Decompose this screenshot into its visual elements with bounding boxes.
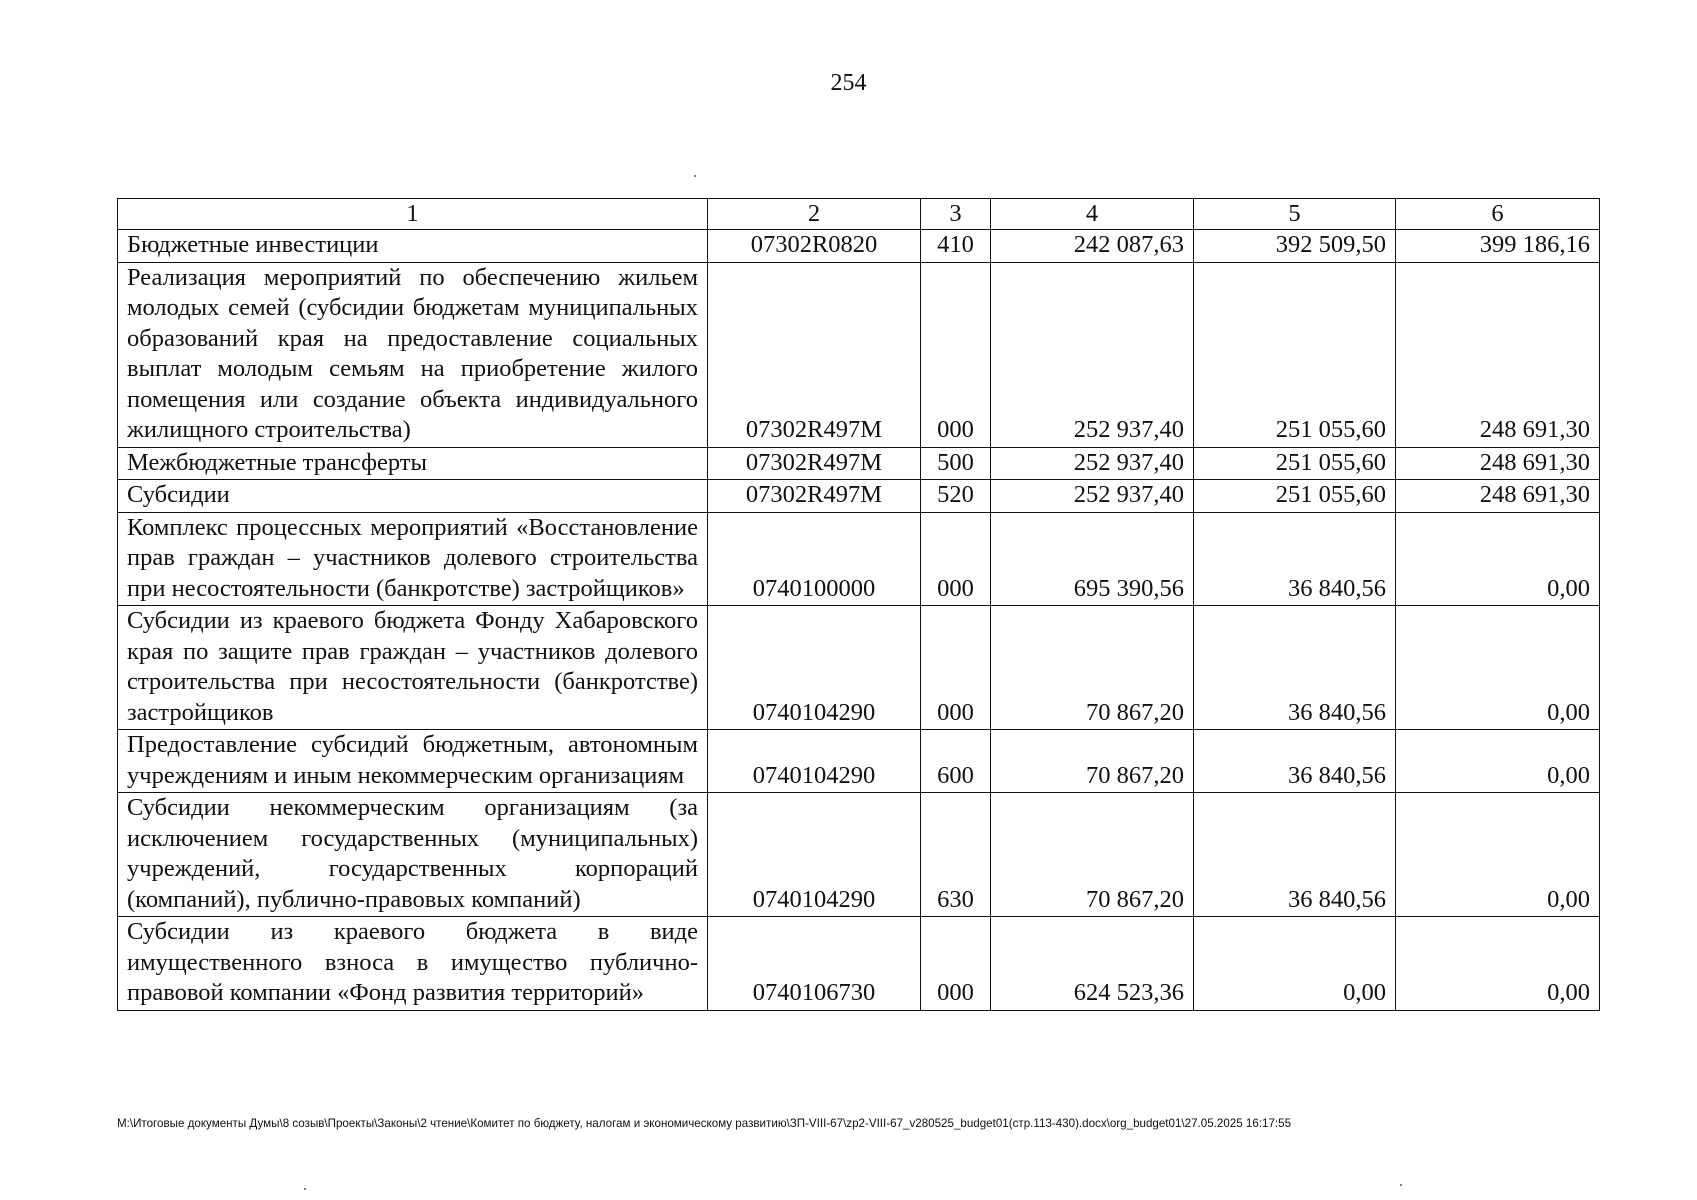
table-row xyxy=(118,512,1600,606)
row-code: 0740104290 xyxy=(708,793,921,917)
row-value-col6: 0,00 xyxy=(1396,606,1600,730)
row-value-col6: 0,00 xyxy=(1396,730,1600,793)
document-file-path: М:\Итоговые документы Думы\8 созыв\Проекты\Законы\2 чтение\Комитет по бюджету, налогам и экономическому развитию\ЗП-VIII-67\zp2-VIII-67_v280525_budget01(стр.113-430).docx\org_budget01\27.05.2025 16:17:55 xyxy=(117,1117,1292,1130)
table-row xyxy=(118,917,1600,1011)
row-value-col4: 70 867,20 xyxy=(991,793,1194,917)
row-name: Субсидии некоммерческим организациям (за исключением государственных (муниципальных) учреждений, государственных корпораций (компаний), публично-правовых компаний) xyxy=(118,793,708,917)
row-code: 0740104290 xyxy=(708,730,921,793)
row-value-col4: 695 390,56 xyxy=(991,512,1194,606)
row-value-col5: 251 055,60 xyxy=(1194,447,1396,480)
scan-speck xyxy=(1400,1184,1402,1186)
column-number: 6 xyxy=(1396,199,1600,230)
row-value-col4: 252 937,40 xyxy=(991,262,1194,447)
row-value-col6: 0,00 xyxy=(1396,512,1600,606)
row-value-col5: 251 055,60 xyxy=(1194,480,1396,513)
row-value-col4: 252 937,40 xyxy=(991,447,1194,480)
row-value-col4: 70 867,20 xyxy=(991,606,1194,730)
row-value-col6: 248 691,30 xyxy=(1396,447,1600,480)
row-value-col5: 36 840,56 xyxy=(1194,512,1396,606)
row-code: 0740104290 xyxy=(708,606,921,730)
column-number: 1 xyxy=(118,199,708,230)
column-number: 2 xyxy=(708,199,921,230)
row-name: Бюджетные инвестиции xyxy=(118,230,708,263)
row-value-col4: 242 087,63 xyxy=(991,230,1194,263)
row-expense-type: 600 xyxy=(921,730,991,793)
row-name: Реализация мероприятий по обеспечению жильем молодых семей (субсидии бюджетам муниципальных образований края на предоставление социальных выплат молодым семьям на приобретение жилого помещения или создание объекта индивидуального жилищного строительства) xyxy=(118,262,708,447)
row-name: Субсидии из краевого бюджета Фонду Хабаровского края по защите прав граждан – участников долевого строительства при несостоятельности (банкротстве) застройщиков xyxy=(118,606,708,730)
row-name: Субсидии из краевого бюджета в виде имущественного взноса в имущество публично-правовой компании «Фонд развития территорий» xyxy=(118,917,708,1011)
column-number: 4 xyxy=(991,199,1194,230)
row-value-col5: 392 509,50 xyxy=(1194,230,1396,263)
row-name: Комплекс процессных мероприятий «Восстановление прав граждан – участников долевого строительства при несостоятельности (банкротстве) застройщиков» xyxy=(118,512,708,606)
table-row xyxy=(118,262,1600,447)
row-expense-type: 500 xyxy=(921,447,991,480)
row-code: 0740100000 xyxy=(708,512,921,606)
row-expense-type: 410 xyxy=(921,230,991,263)
scan-speck xyxy=(694,175,696,177)
row-value-col5: 36 840,56 xyxy=(1194,606,1396,730)
row-expense-type: 000 xyxy=(921,512,991,606)
budget-table xyxy=(117,198,1600,1011)
row-name: Субсидии xyxy=(118,480,708,513)
row-value-col6: 248 691,30 xyxy=(1396,480,1600,513)
row-value-col4: 252 937,40 xyxy=(991,480,1194,513)
scan-speck xyxy=(304,1188,306,1190)
row-value-col5: 36 840,56 xyxy=(1194,730,1396,793)
row-expense-type: 000 xyxy=(921,606,991,730)
row-code: 0740106730 xyxy=(708,917,921,1011)
table-row xyxy=(118,606,1600,730)
row-expense-type: 630 xyxy=(921,793,991,917)
table-row xyxy=(118,230,1600,263)
row-code: 07302R497M xyxy=(708,480,921,513)
table-row xyxy=(118,730,1600,793)
row-expense-type: 520 xyxy=(921,480,991,513)
row-code: 07302R0820 xyxy=(708,230,921,263)
row-value-col6: 399 186,16 xyxy=(1396,230,1600,263)
table-row xyxy=(118,793,1600,917)
row-value-col5: 36 840,56 xyxy=(1194,793,1396,917)
table-row xyxy=(118,480,1600,513)
row-name: Предоставление субсидий бюджетным, автономным учреждениям и иным некоммерческим организациям xyxy=(118,730,708,793)
column-number: 5 xyxy=(1194,199,1396,230)
column-number: 3 xyxy=(921,199,991,230)
column-number-row xyxy=(118,199,1600,230)
row-code: 07302R497M xyxy=(708,262,921,447)
row-value-col6: 0,00 xyxy=(1396,917,1600,1011)
row-value-col4: 624 523,36 xyxy=(991,917,1194,1011)
row-code: 07302R497M xyxy=(708,447,921,480)
row-expense-type: 000 xyxy=(921,917,991,1011)
table-row xyxy=(118,447,1600,480)
row-value-col5: 0,00 xyxy=(1194,917,1396,1011)
row-value-col5: 251 055,60 xyxy=(1194,262,1396,447)
row-value-col6: 248 691,30 xyxy=(1396,262,1600,447)
page-number: 254 xyxy=(830,70,867,96)
row-value-col4: 70 867,20 xyxy=(991,730,1194,793)
row-name: Межбюджетные трансферты xyxy=(118,447,708,480)
row-value-col6: 0,00 xyxy=(1396,793,1600,917)
row-expense-type: 000 xyxy=(921,262,991,447)
